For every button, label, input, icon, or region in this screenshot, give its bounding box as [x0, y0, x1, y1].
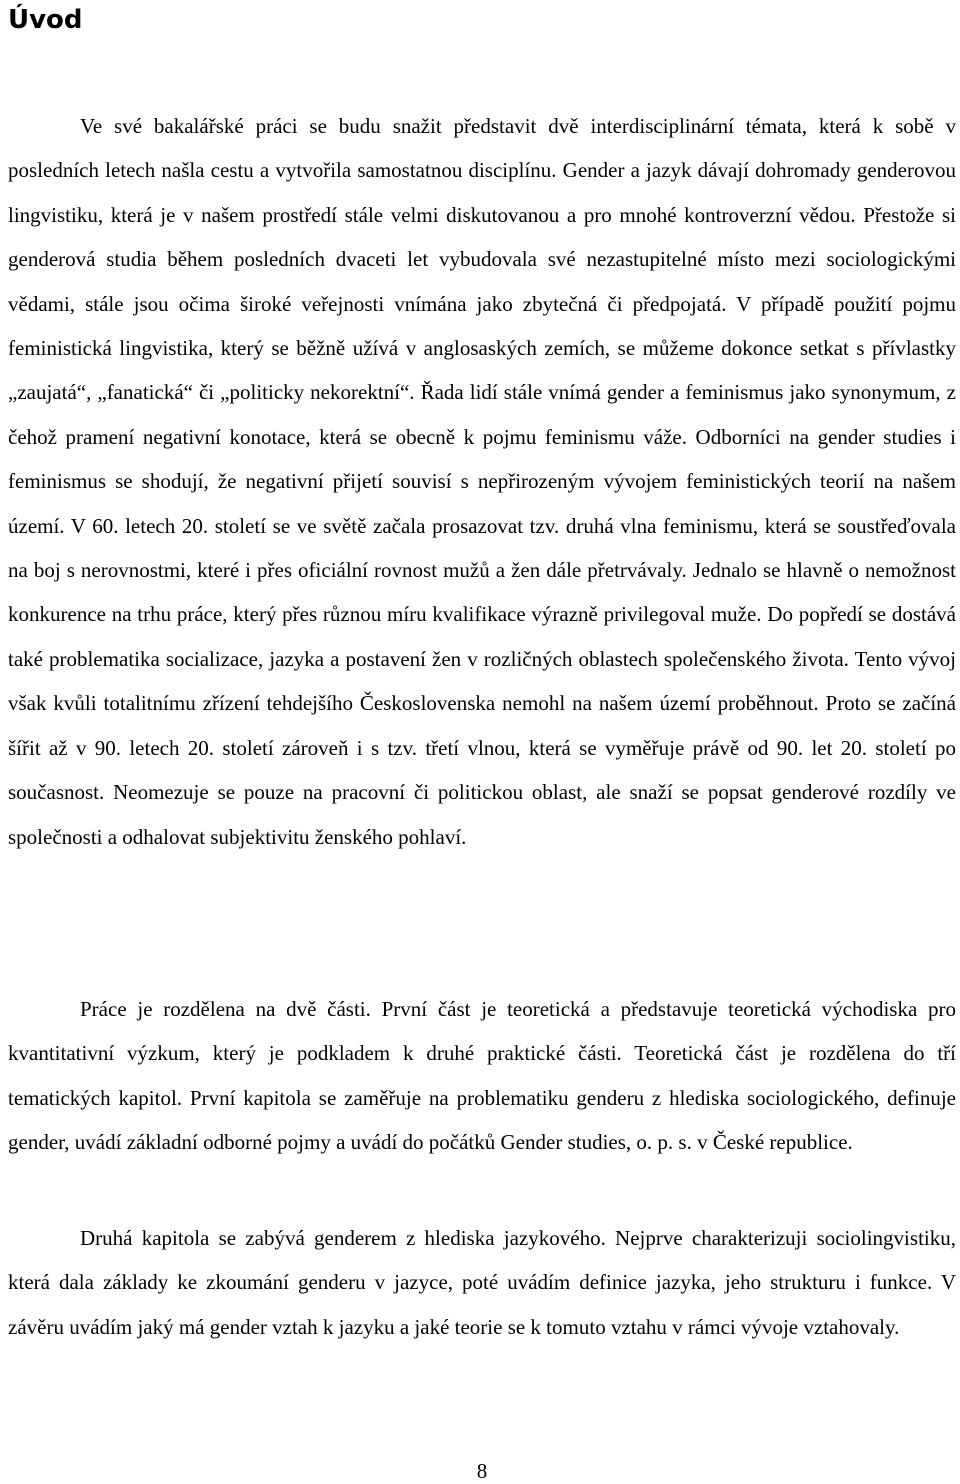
page-number: 8	[476, 1459, 488, 1483]
paragraph-2-text: Práce je rozdělena na dvě části. První část je teoretická a představuje teoretická východiska pro kvantitativní výzkum, který je podkladem k druhé praktické části. Teoretická část je rozdělena do tří tematických kapitol. První kapitola se zaměřuje na problematiku genderu z hlediska sociologického, definuje gender, uvádí základní odborné pojmy a uvádí do počátků Gender studies, o. p. s. v České republice.	[8, 997, 956, 1155]
section-heading: Úvod	[8, 5, 83, 35]
paragraph-1	[8, 104, 956, 859]
paragraph-3-text: Druhá kapitola se zabývá genderem z hlediska jazykového. Nejprve charakterizuji sociolingvistiku, která dala základy ke zkoumání genderu v jazyce, poté uvádím definice jazyka, jeho strukturu i funkce. V závěru uvádím jaký má gender vztah k jazyku a jaké teorie se k tomuto vztahu v rámci vývoje vztahovaly.	[8, 1226, 956, 1339]
paragraph-3	[8, 1216, 956, 1349]
paragraph-2	[8, 987, 956, 1165]
paragraph-1-text: Ve své bakalářské práci se budu snažit představit dvě interdisciplinární témata, která k sobě v posledních letech našla cestu a vytvořila samostatnou disciplínu. Gender a jazyk dávají dohromady genderovou lingvistiku, která je v našem prostředí stále velmi diskutovanou a pro mnohé kontroverzní vědou. Přestože si genderová studia během posledních dvaceti let vybudovala své nezastupitelné místo mezi sociologickými vědami, stále jsou očima široké veřejnosti vnímána jako zbytečná či předpojatá. V případě použití pojmu feministická lingvistika, který se běžně užívá v anglosaských zemích, se můžeme dokonce setkat s přívlastky „zaujatá“, „fanatická“ či „politicky nekorektní“. Řada lidí stále vnímá gender a feminismus jako synonymum, z čehož pramení negativní konotace, která se obecně k pojmu feminismu váže. Odborníci na gender studies i feminismus se shodují, že negativní přijetí souvisí s nepřirozeným vývojem feministických teorií na našem území. V 60. letech 20. století se ve světě začala prosazovat tzv. druhá vlna feminismu, která se soustřeďovala na boj s nerovnostmi, které i přes oficiální rovnost mužů a žen dále přetrvávaly. Jednalo se hlavně o nemožnost konkurence na trhu práce, který přes různou míru kvalifikace výrazně privilegoval muže. Do popředí se dostává také problematika socializace, jazyka a postavení žen v rozličných oblastech společenského života. Tento vývoj však kvůli totalitnímu zřízení tehdejšího Československa nemohl na našem území proběhnout. Proto se začíná šířit až v 90. letech 20. století zároveň i s tzv. třetí vlnou, která se vyměřuje právě od 90. let 20. století po současnost. Neomezuje se pouze na pracovní či politickou oblast, ale snaží se popsat genderové rozdíly ve společnosti a odhalovat subjektivitu ženského pohlaví.	[8, 114, 956, 849]
